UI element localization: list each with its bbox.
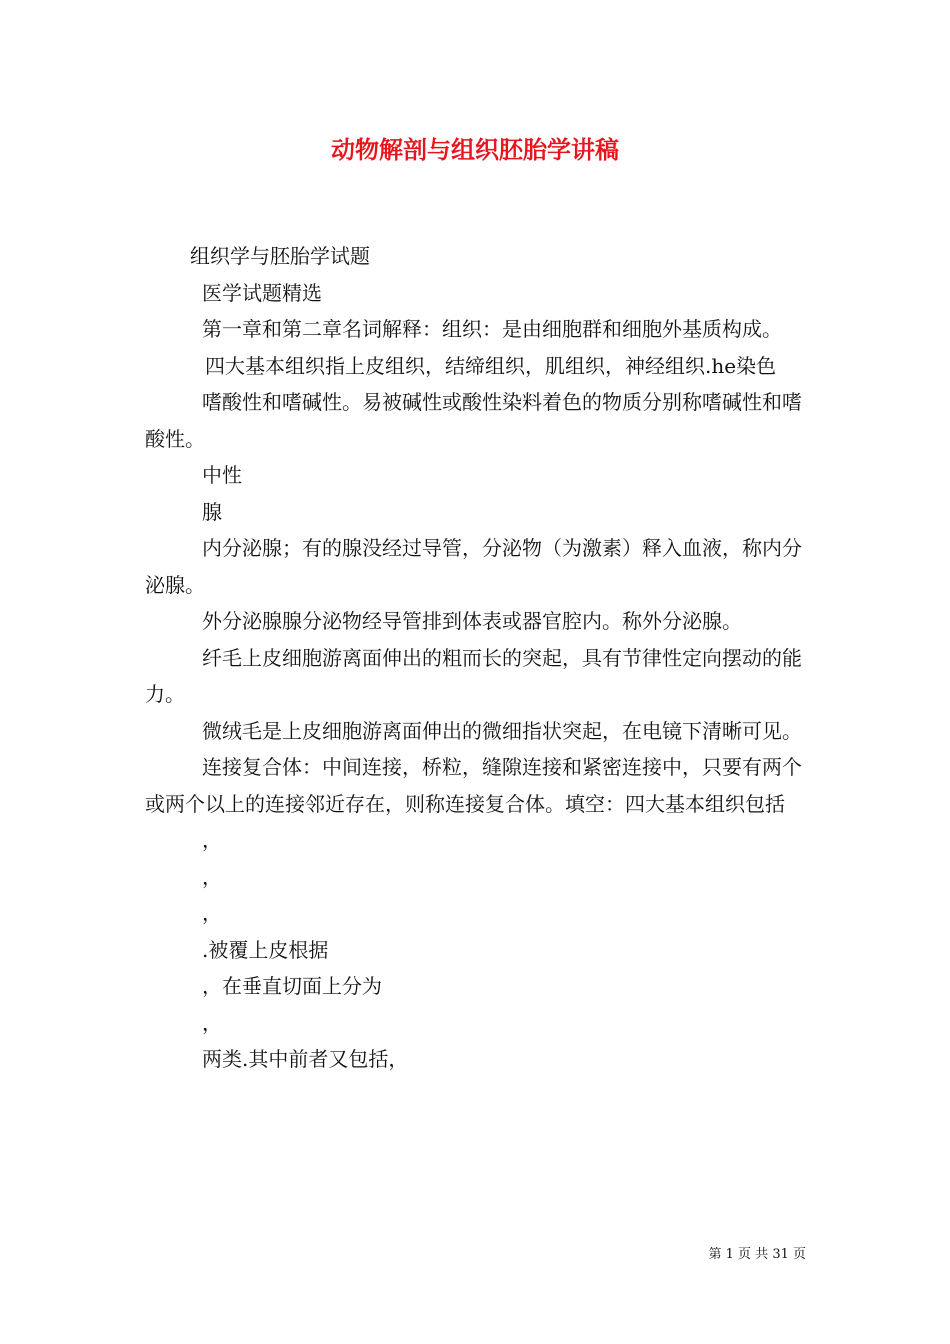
paragraph: 第一章和第二章名词解释：组织：是由细胞群和细胞外基质构成。 xyxy=(202,317,782,341)
paragraph: 中性 xyxy=(202,463,242,487)
blank-line: ， xyxy=(202,901,222,925)
paragraph: 嗜酸性和嗜碱性。易被碱性或酸性染料着色的物质分别称嗜碱性和嗜酸性。 xyxy=(145,390,802,451)
paragraph: 微绒毛是上皮细胞游离面伸出的微细指状突起，在电镜下清晰可见。 xyxy=(202,718,802,743)
paragraph: 四大基本组织指上皮组织，结缔组织，肌组织，神经组织.he染色 xyxy=(205,353,777,378)
document-title: 动物解剖与组织胚胎学讲稿 xyxy=(331,135,619,164)
paragraph: ，在垂直切面上分为 xyxy=(202,974,382,998)
paragraph: 内分泌腺；有的腺没经过导管，分泌物（为激素）释入血液，称内分泌腺。 xyxy=(145,536,802,597)
page-number: 第 1 页 共 31 页 xyxy=(708,1247,806,1262)
document-body xyxy=(145,238,808,1078)
paragraph-heading: 组织学与胚胎学试题 xyxy=(190,244,370,268)
paragraph: 医学试题精选 xyxy=(202,280,322,305)
paragraph: 两类.其中前者又包括， xyxy=(202,1047,409,1071)
paragraph: 连接复合体：中间连接，桥粒，缝隙连接和紧密连接中，只要有两个或两个以上的连接邻近存在，则称连接复合体。填空：四大基本组织包括 xyxy=(145,755,802,816)
paragraph: 纤毛上皮细胞游离面伸出的粗而长的突起，具有节律性定向摆动的能力。 xyxy=(145,645,802,706)
blank-line: ， xyxy=(202,1010,222,1035)
paragraph: .被覆上皮根据 xyxy=(202,937,329,962)
blank-line: ， xyxy=(202,828,222,852)
paragraph: 腺 xyxy=(202,499,222,524)
paragraph: 外分泌腺腺分泌物经导管排到体表或器官腔内。称外分泌腺。 xyxy=(202,609,742,633)
blank-line: ， xyxy=(202,864,222,889)
